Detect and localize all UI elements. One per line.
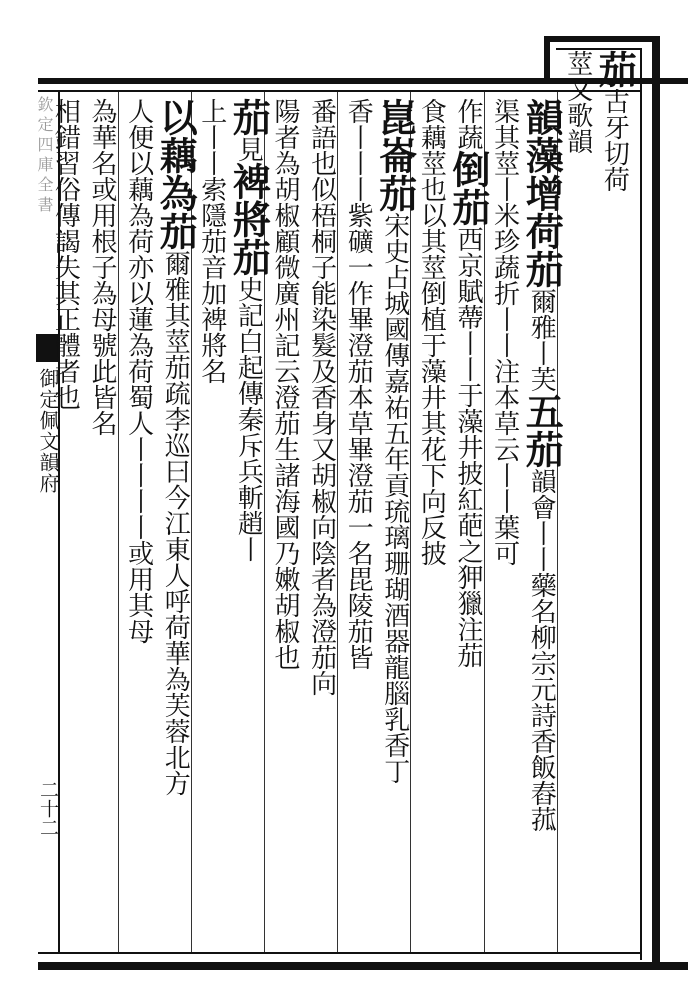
heading-frame-left (544, 36, 550, 84)
heading-frame-top (544, 36, 660, 42)
annotation-text: 渠其莖丨 (489, 98, 520, 202)
annotation-text: 見 (233, 136, 264, 162)
headword: 增 (519, 174, 565, 212)
annotation-text: 韻會丨丨藥名柳宗元詩香飯舂菰 (526, 468, 557, 832)
headword: 五茄 (519, 392, 565, 468)
text-column (42, 98, 88, 948)
annotation-text: 丨丨索隱茄音加裨將名 (196, 124, 227, 384)
annotation-text: 作蔬 (453, 98, 483, 150)
page-frame-inner-top (38, 90, 642, 92)
annotation-text: 米珍蔬折丨丨注本草云丨丨葉可 (489, 202, 520, 566)
annotation-text: 爾雅丨芙 (526, 288, 557, 392)
headword: 裨將茄 (226, 162, 272, 276)
annotation-text: 西京賦蔕丨丨于藻井披紅葩之狎獵注茄 (453, 226, 483, 668)
annotation-text: 相錯習俗傳謁失其正體者也 (50, 98, 81, 410)
headword: 荷茄 (519, 212, 565, 288)
annotation-text: 莖又歌韻 (562, 50, 593, 154)
page-frame-right (652, 36, 660, 970)
annotation-text: 古牙切荷 (599, 88, 630, 192)
annotation-text: 史記白起傳秦斥兵斬趙丨 (233, 276, 264, 562)
margin-book-title: 御定佩文韻府 (36, 368, 60, 494)
margin-faded-title: 欽定四庫全書 (35, 96, 54, 216)
page-frame-right-inner (640, 48, 642, 960)
headword: 茄 (226, 98, 272, 136)
annotation-text: 藕莖也以其莖倒植于藻井其花下向反披 (416, 124, 447, 566)
annotation-text: 為華名或用根子為母號此皆名 (87, 98, 117, 436)
annotation-text: 宋史占城國傳嘉祐五年貢琉璃珊瑚酒器龍腦乳香丁 (379, 212, 410, 784)
annotation-text: 陽者為胡椒顧微廣州記云澄茄生諸海國乃嫩胡椒也 (270, 98, 300, 670)
page-frame-inner-bottom (38, 952, 642, 954)
annotation-text: 番語也似梧桐子能染髮及香身又胡椒向陰者為澄茄向 (306, 98, 337, 696)
margin-page-number: 二十二 (37, 780, 59, 837)
headword: 崑崙茄 (372, 98, 418, 212)
headword: 韻藻 (519, 98, 565, 174)
annotation-text: 食 (416, 98, 447, 124)
headword: 倒茄 (446, 150, 491, 226)
annotation-text: 爾雅其莖茄疏李巡曰今江東人呼荷華為芙蓉北方 (160, 250, 191, 796)
annotation-text: 上 (196, 98, 227, 124)
annotation-text: 香丨丨丨紫礦一作畢澄茄本草畢澄茄一名毘陵茄皆 (343, 98, 374, 670)
annotation-text: 人便以藕為荷亦以蓮為荷蜀人丨丨丨丨或用其母 (123, 98, 154, 644)
headword: 以藕為茄 (153, 98, 199, 250)
headword: 茄 (592, 50, 638, 88)
page-frame-bottom (38, 962, 688, 970)
